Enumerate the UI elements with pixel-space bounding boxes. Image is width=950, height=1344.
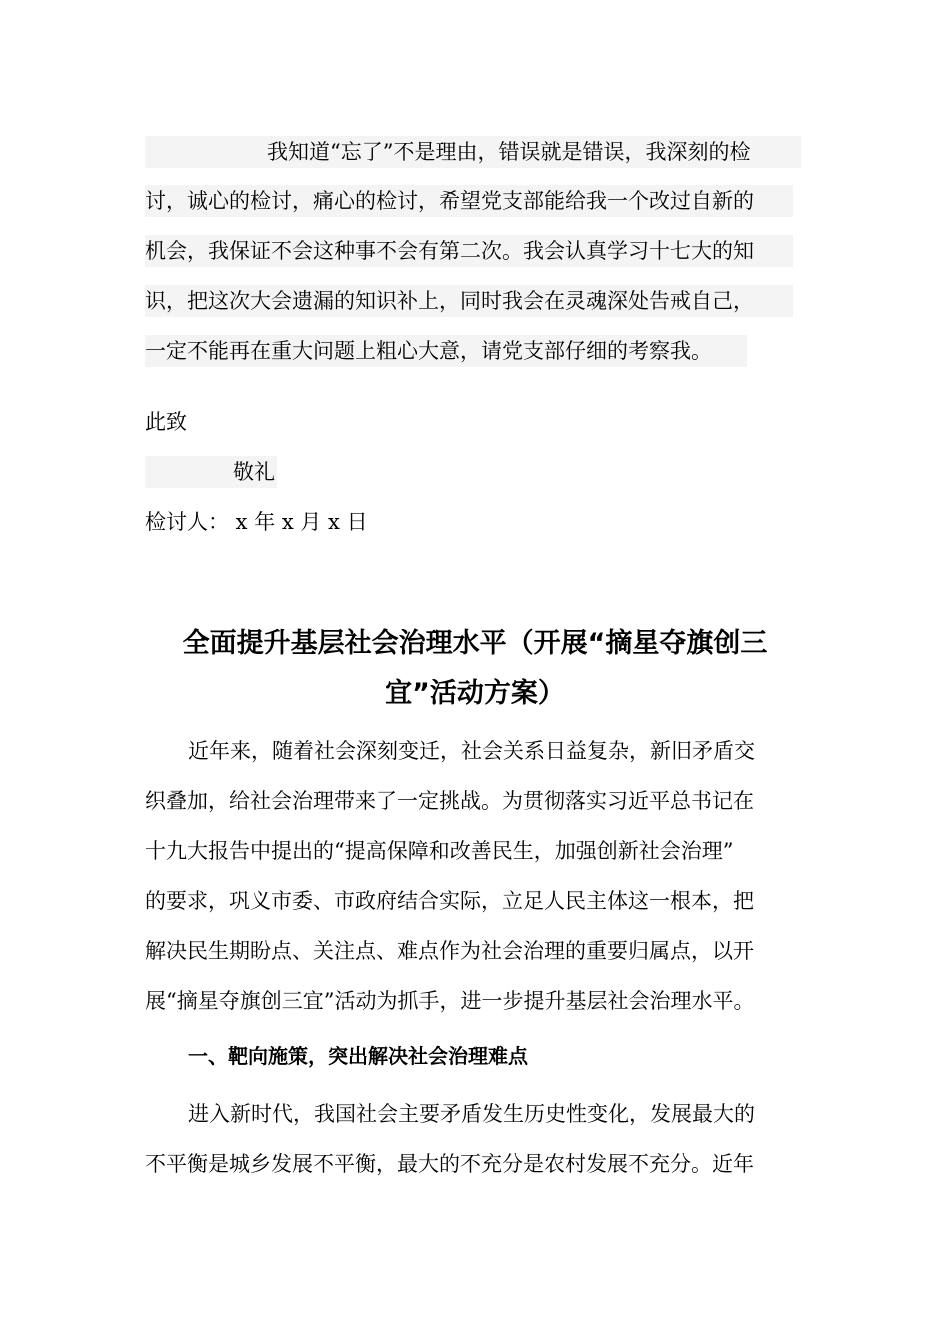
article-title-line1: 全面提升基层社会治理水平（开展“摘星夺旗创三 [182, 628, 768, 659]
letter-paragraph-line: 机会，我保证不会这种事不会有第二次。我会认真学习十七大的知 [145, 235, 793, 267]
letter-paragraph-line: 讨，诚心的检讨，痛心的检讨，希望党支部能给我一个改过自新的 [145, 185, 793, 217]
article-intro-line: 解决民生期盼点、关注点、难点作为社会治理的重要归属点，以开 [145, 939, 754, 963]
letter-salute: 敬礼 [233, 460, 275, 484]
article-title-line2: 宜”活动方案） [385, 678, 565, 709]
article-intro-line: 展“摘星夺旗创三宜”活动为抓手，进一步提升基层社会治理水平。 [145, 989, 755, 1013]
letter-line-text: 我知道“忘了”不是理由，错误就是错误，我深刻的检 [267, 140, 751, 164]
letter-paragraph-line [145, 136, 801, 168]
section-heading: 一、靶向施策，突出解决社会治理难点 [188, 1044, 528, 1068]
article-intro-line: 十九大报告中提出的“提高保障和改善民生，加强创新社会治理” [145, 839, 734, 863]
letter-closing: 此致 [145, 410, 187, 434]
letter-salute-line [145, 456, 277, 488]
article-intro-line: 近年来，随着社会深刻变迁，社会关系日益复杂，新旧矛盾交 [188, 739, 755, 763]
letter-paragraph-line: 一定不能再在重大问题上粗心大意，请党支部仔细的考察我。 [145, 335, 747, 367]
section-body-line: 不平衡是城乡发展不平衡，最大的不充分是农村发展不充分。近年 [145, 1152, 754, 1176]
letter-paragraph-line: 识，把这次大会遗漏的知识补上，同时我会在灵魂深处告戒自己， [145, 285, 793, 317]
section-body-line: 进入新时代，我国社会主要矛盾发生历史性变化，发展最大的 [188, 1102, 755, 1126]
article-intro-line: 的要求，巩义市委、市政府结合实际，立足人民主体这一根本，把 [145, 889, 754, 913]
article-intro-line: 织叠加，给社会治理带来了一定挑战。为贯彻落实习近平总书记在 [145, 789, 754, 813]
letter-signature: 检讨人： x 年 x 月 x 日 [145, 510, 368, 534]
